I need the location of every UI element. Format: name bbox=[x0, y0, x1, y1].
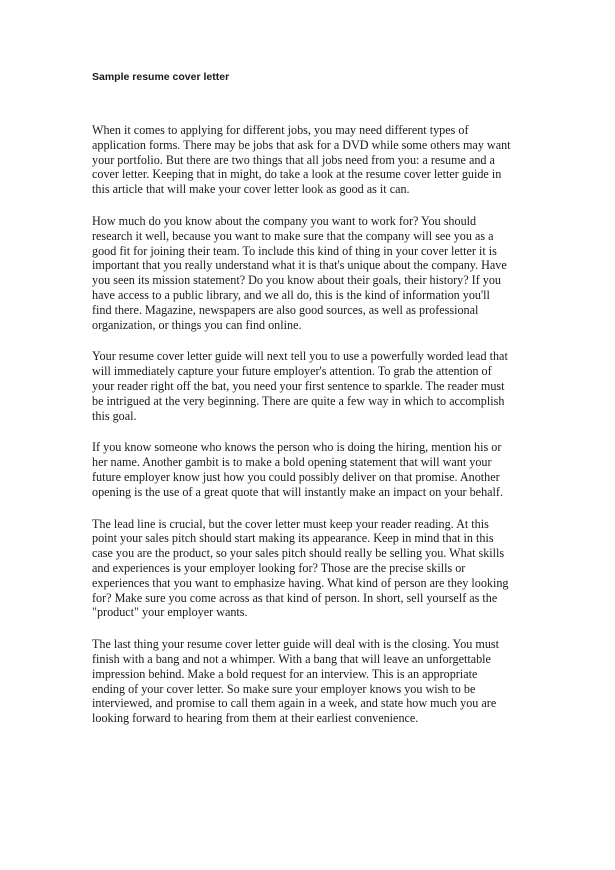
text-line: have access to a public library, and we all do, this is the kind of information you'll bbox=[92, 287, 490, 302]
paragraph bbox=[92, 214, 525, 332]
text-line: When it comes to applying for different jobs, you may need different types of bbox=[92, 123, 469, 137]
text-line: this goal. bbox=[92, 408, 137, 423]
text-line: your reader right off the bat, you need your first sentence to sparkle. The reader must bbox=[92, 378, 505, 393]
text-line: Your resume cover letter guide will next tell you to use a powerfully worded lead that bbox=[92, 349, 508, 364]
text-line: important that you really understand what it is that's unique about the company. Have bbox=[92, 258, 507, 273]
text-line: research it well, because you want to make sure that the company will see you as a bbox=[92, 228, 494, 243]
text-line: If you know someone who knows the person who is doing the hiring, mention his or bbox=[92, 440, 502, 455]
text-line: cover letter. Keeping that in might, do take a look at the resume cover letter guide in bbox=[92, 167, 502, 182]
text-line: for? Make sure you come across as that kind of person. In short, sell yourself as the bbox=[92, 590, 498, 605]
text-line: organization, or things you can find online. bbox=[92, 317, 302, 332]
paragraph bbox=[92, 349, 525, 423]
text-line: impression behind. Make a bold request for an interview. This is an appropriate bbox=[92, 666, 478, 681]
text-line: experiences that you want to emphasize having. What kind of person are they looking bbox=[92, 575, 509, 590]
text-line: find there. Magazine, newspapers are also good sources, as well as professional bbox=[92, 302, 479, 317]
paragraph bbox=[92, 517, 525, 621]
text-line: future employer know just how you could possibly deliver on that promise. Another bbox=[92, 469, 500, 484]
text-line: The last thing your resume cover letter guide will deal with is the closing. You must bbox=[92, 637, 499, 652]
text-line: this article that will make your cover letter look as good as it can. bbox=[92, 182, 410, 197]
letter-body bbox=[92, 123, 525, 743]
text-line: interviewed, and promise to call them again in a week, and state how much you are bbox=[92, 696, 497, 711]
text-line: and experiences is your employer looking for? Those are the precise skills or bbox=[92, 560, 466, 575]
text-line: be intrigued at the very beginning. There are quite a few way in which to accomplish bbox=[92, 393, 505, 408]
paragraph bbox=[92, 637, 525, 726]
paragraph bbox=[92, 123, 525, 197]
text-line: will immediately capture your future employer's attention. To grab the attention of bbox=[92, 364, 492, 379]
text-line: The lead line is crucial, but the cover letter must keep your reader reading. At this bbox=[92, 516, 489, 531]
text-line: your portfolio. But there are two things that all jobs need from you: a resume and a bbox=[92, 152, 495, 167]
text-line: application forms. There may be jobs that ask for a DVD while some others may want bbox=[92, 137, 511, 152]
paragraph bbox=[92, 440, 525, 499]
text-line: finish with a bang and not a whimper. With a bang that will leave an unforgettable bbox=[92, 651, 491, 666]
text-line: case you are the product, so your sales pitch should really be selling you. What skills bbox=[92, 546, 505, 561]
page-title: Sample resume cover letter bbox=[92, 71, 230, 83]
text-line: ending of your cover letter. So make sure your employer knows you wish to be bbox=[92, 681, 476, 696]
text-line: How much do you know about the company you want to work for? You should bbox=[92, 213, 477, 228]
text-line: looking forward to hearing from them at their earliest convenience. bbox=[92, 711, 419, 726]
text-line: opening is the use of a great quote that will instantly make an impact on your behalf. bbox=[92, 484, 503, 499]
text-line: point your sales pitch should start making its appearance. Keep in mind that in this bbox=[92, 531, 494, 546]
text-line: "product" your employer wants. bbox=[92, 605, 248, 620]
text-line: you seen its mission statement? Do you know about their goals, their history? If you bbox=[92, 273, 502, 288]
text-line: her name. Another gambit is to make a bold opening statement that will want your bbox=[92, 455, 492, 470]
text-line: good fit for joining their team. To include this kind of thing in your cover letter it is bbox=[92, 243, 497, 258]
